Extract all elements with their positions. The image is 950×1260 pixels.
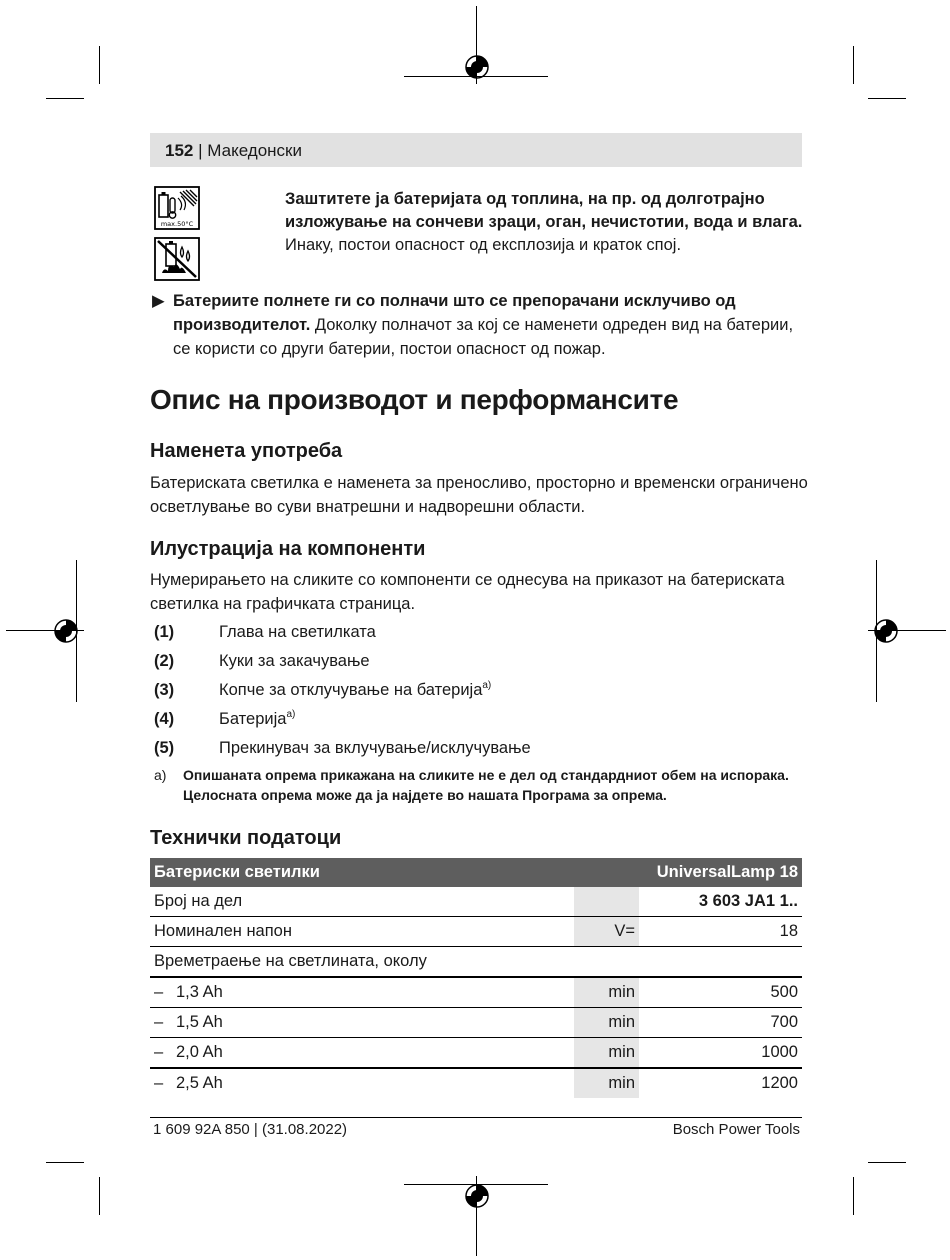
component-footnote-ref: a) bbox=[286, 709, 296, 720]
table-row bbox=[150, 887, 802, 917]
row-unit bbox=[574, 887, 639, 917]
bullet-triangle-icon: ▶ bbox=[152, 292, 165, 310]
row-label: 1,3 Ah bbox=[176, 983, 223, 1001]
row-value: 3 603 JA1 1.. bbox=[639, 887, 802, 917]
charger-warning-bullet bbox=[152, 289, 802, 361]
footnote-marker: a) bbox=[154, 767, 167, 783]
row-dash: – bbox=[154, 1013, 164, 1031]
warning-bold-text: Заштитете ја батеријата од топлина, на пр. од долготрајно изложување на сончеви зраци, оган, нечистотии, вода и влага. bbox=[285, 190, 803, 231]
section-title: Опис на производот и перформансите bbox=[150, 384, 679, 415]
intended-use-heading: Наменета употреба bbox=[150, 440, 343, 462]
component-number: (4) bbox=[154, 710, 175, 728]
registration-target-icon bbox=[53, 618, 79, 644]
technical-data-heading: Технички податоци bbox=[150, 827, 342, 849]
warning-normal-text: Инаку, постои опасност од експлозија и краток спој. bbox=[285, 236, 682, 254]
row-value: 1200 bbox=[761, 1074, 798, 1092]
battery-heat-warning bbox=[285, 188, 805, 257]
row-label: 2,0 Ah bbox=[176, 1043, 223, 1061]
bullet-normal-text: Доколку полначот за кој се наменети одреден вид на батерии, се користи со други батерии, постои опасност од пожар. bbox=[173, 316, 794, 358]
table-header-model: UniversalLamp 18 bbox=[639, 858, 802, 887]
row-value: 1000 bbox=[639, 1038, 802, 1069]
row-label: Номинален напон bbox=[150, 917, 574, 947]
no-fire-water-icon bbox=[154, 237, 200, 281]
components-footnote bbox=[154, 765, 814, 805]
row-label: 1,5 Ah bbox=[176, 1013, 223, 1031]
footer-doc-number: 1 609 92A 850 | (31.08.2022) bbox=[153, 1121, 348, 1138]
heat-battery-icon-label: max.50°C bbox=[160, 220, 194, 228]
table-row bbox=[150, 947, 802, 978]
row-label: 2,5 Ah bbox=[176, 1074, 223, 1092]
header-separator: | bbox=[198, 141, 203, 160]
component-footnote-ref: a) bbox=[482, 680, 492, 691]
component-label: Копче за отклучување на батерија bbox=[219, 681, 483, 699]
table-header-row bbox=[150, 858, 802, 887]
registration-target-icon bbox=[464, 1183, 490, 1209]
header-language: Македонски bbox=[207, 141, 302, 160]
technical-data-table bbox=[150, 858, 802, 1098]
page-number: 152 bbox=[165, 141, 194, 160]
row-value: 18 bbox=[639, 917, 802, 947]
row-dash: – bbox=[154, 1043, 164, 1061]
table-header-label: Батериски светилки bbox=[150, 858, 574, 887]
table-row bbox=[150, 1008, 802, 1038]
row-dash: – bbox=[154, 983, 164, 1001]
component-label: Батерија bbox=[219, 710, 287, 728]
table-row bbox=[150, 917, 802, 947]
table-row bbox=[150, 1068, 802, 1098]
footer-brand: Bosch Power Tools bbox=[672, 1121, 800, 1138]
component-label: Куки за закачување bbox=[219, 652, 370, 670]
component-label: Глава на светилката bbox=[219, 623, 376, 641]
registration-target-icon bbox=[873, 618, 899, 644]
row-label: Број на дел bbox=[150, 887, 574, 917]
footnote-text: Опишаната опрема прикажана на сликите не е дел од стандардниот обем на испорака. Целосната опрема може да ја најдете во нашата Програма за опрема. bbox=[183, 767, 789, 803]
components-intro: Нумерирањето на сликите со компоненти се однесува на приказот на батериската светилка на графичката страница. bbox=[150, 571, 785, 613]
bullet-bold-text: Батериите полнете ги со полначи што се препорачани исклучиво од производителот. bbox=[173, 292, 736, 334]
components-heading: Илустрација на компоненти bbox=[150, 538, 426, 560]
row-label: Времетраење на светлината, околу bbox=[150, 947, 802, 978]
component-number: (1) bbox=[154, 623, 175, 641]
intended-use-text: Батериската светилка е наменета за преносливо, просторно и временски ограничено осветлување во суви внатрешни и надворешни области. bbox=[150, 474, 808, 516]
row-unit: min bbox=[574, 1038, 639, 1069]
row-value: 700 bbox=[639, 1008, 802, 1038]
row-unit: min bbox=[574, 1068, 639, 1098]
component-number: (5) bbox=[154, 739, 175, 757]
component-label: Прекинувач за вклучување/исклучување bbox=[219, 739, 531, 757]
row-unit: min bbox=[574, 977, 639, 1008]
component-number: (3) bbox=[154, 681, 175, 699]
row-dash: – bbox=[154, 1074, 164, 1092]
registration-target-icon bbox=[464, 54, 490, 80]
page-header bbox=[165, 141, 302, 161]
row-unit: V= bbox=[574, 917, 639, 947]
table-row bbox=[150, 1038, 802, 1069]
heat-battery-icon bbox=[154, 186, 200, 230]
row-unit: min bbox=[574, 1008, 639, 1038]
component-number: (2) bbox=[154, 652, 175, 670]
row-value: 500 bbox=[639, 977, 802, 1008]
footer-divider bbox=[150, 1117, 802, 1118]
table-row bbox=[150, 977, 802, 1008]
